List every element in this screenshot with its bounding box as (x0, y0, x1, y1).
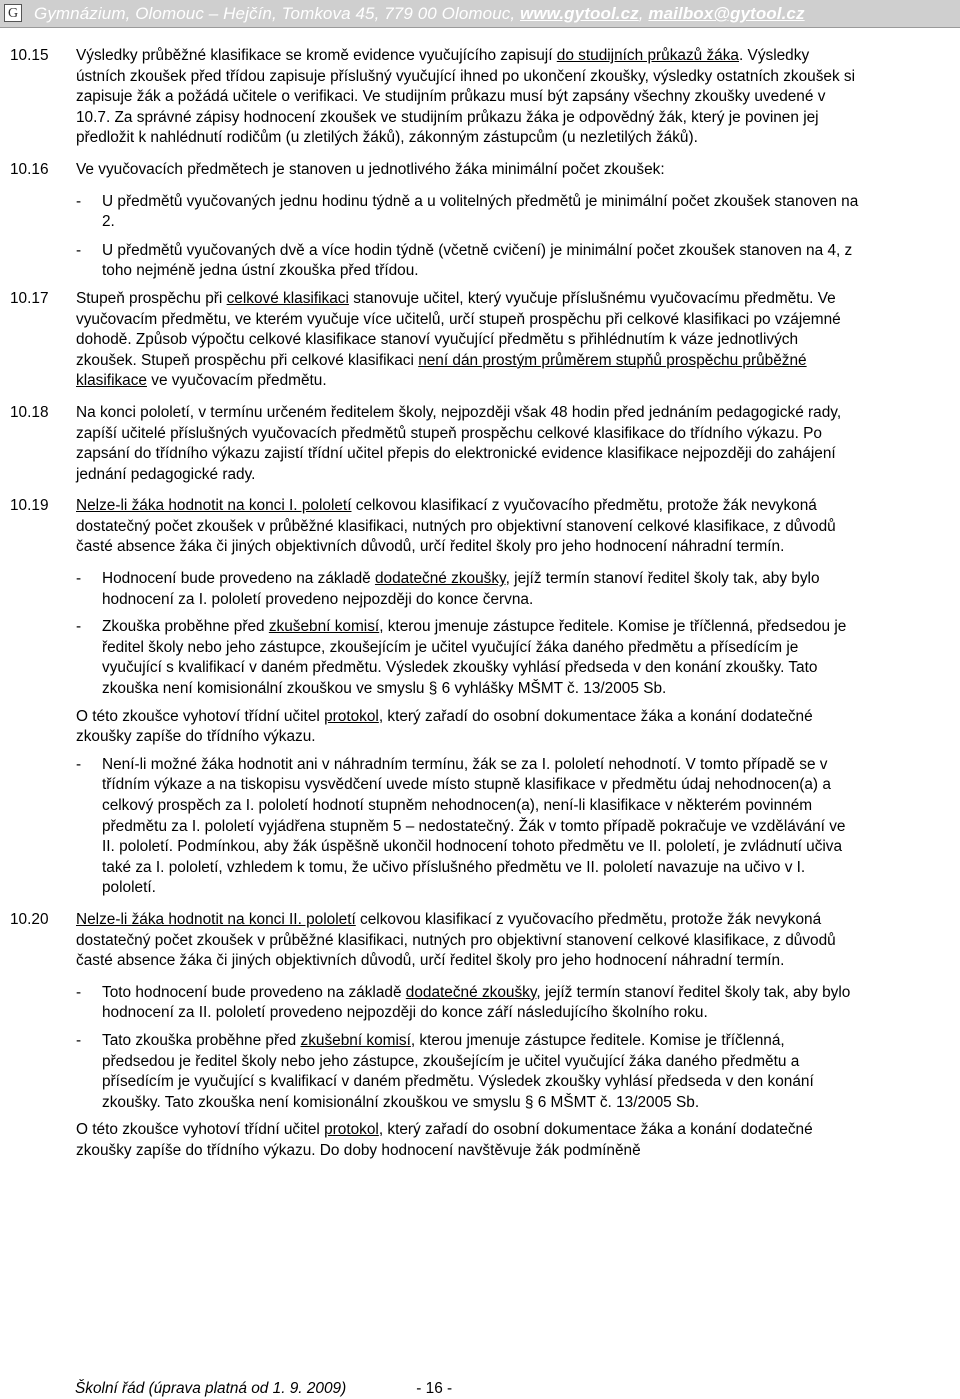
bullet-list (76, 192, 860, 282)
section-text: Na konci pololetí, v termínu určeném ředitelem školy, nejpozději však 48 hodin před jednáním pedagogické rady, zapíší učitelé příslušných vyučovacích předmětů stupeň prospěchu celkové klasifikace do třídního výkazu. Po zapsání do třídního výkazu zajistí třídní učitel přepis do elektronické evidence klasifikace nejpozději do zahájení jednání pedagogické rady. (76, 403, 842, 483)
protocol-paragraph: O této zkoušce vyhotoví třídní učitel protokol, který zařadí do osobní dokumentace žáka a konání dodatečné zkoušky zapíše do třídního výkazu. (76, 707, 813, 746)
section-text (76, 289, 860, 392)
section-10-19 (10, 496, 860, 899)
text-run: stanovuje učitel, který vyučuje příslušnému vyučovacímu předmětu. Ve vyučovacím předmětu, ve kterém vyučuje více učitelů, určí stupeň prospěchu při celkové klasifikaci po vzájemné dohodě. Způsob výpočtu celkové klasifikace stanoví vyučující předmětu s přihlédnutím k váze jednotlivých zkoušek. Stupeň prospěchu při celkové klasifikaci (76, 289, 841, 369)
bullet-list (76, 983, 860, 1114)
protocol-paragraph: O této zkoušce vyhotoví třídní učitel protokol, který zařadí do osobní dokumentace žáka a konání dodatečné zkoušky zapíše do třídního výkazu. Do doby hodnocení navštěvuje žák podmíněně (76, 1121, 813, 1159)
email-link[interactable]: mailbox@gytool.cz (648, 4, 805, 23)
underlined-link[interactable]: do studijních průkazů žáka (556, 47, 739, 64)
school-address: Gymnázium, Olomouc – Hejčín, Tomkova 45, 779 00 Olomouc, (34, 4, 516, 23)
header-separator: , (638, 4, 644, 23)
section-number: 10.15 (10, 47, 49, 64)
list-item: - Hodnocení bude provedeno na základě dodatečné zkoušky, jejíž termín stanoví ředitel školy tak, aby bylo hodnocení za I. pololetí provedeno nejpozději do konce června. (76, 569, 860, 610)
section-number: 10.17 (10, 289, 49, 307)
section-number: 10.19 (10, 497, 49, 515)
section-text (76, 910, 860, 972)
footer-title: Školní řád (úprava platná od 1. 9. 2009) (75, 1380, 347, 1397)
website-link[interactable]: www.gytool.cz (520, 4, 639, 23)
list-item: - Toto hodnocení bude provedeno na základě dodatečné zkoušky, jejíž termín stanoví ředitel školy tak, aby bylo hodnocení za II. pololetí provedeno nejpozději do konce září následujícího školního roku. (76, 983, 860, 1024)
bullet-list (76, 755, 860, 899)
underlined-link[interactable]: protokol (324, 707, 379, 725)
section-text (76, 496, 860, 558)
section-10-15 (10, 46, 860, 149)
section-10-17 (10, 289, 860, 392)
underlined-link[interactable]: dodatečné zkoušky (405, 983, 537, 1001)
list-item: - U předmětů vyučovaných jednu hodinu týdně a u volitelných předmětů je minimální počet zkoušek stanoven na 2. (76, 192, 860, 233)
list-item: - Zkouška proběhne před zkušební komisí, kterou jmenuje zástupce ředitele. Komise je tříčlenná, předsedou je ředitel školy nebo jeho zástupce, zkoušejícím je učitel vyučující žáka daného předmětu a přísedícím je vyučující s kvalifikací v daném předmětu. Výsledek zkoušky vyhlásí předseda v den konání zkoušky. Tato zkouška není komisionální zkouškou ve smyslu § 6 vyhlášky MŠMT č. 13/2005 Sb. (76, 617, 860, 699)
underlined-link[interactable]: Nelze-li žáka hodnotit na konci II. pololetí (76, 910, 356, 928)
section-10-18 (10, 403, 860, 485)
list-item: - U předmětů vyučovaných dvě a více hodin týdně (včetně cvičení) je minimální počet zkoušek stanoven na 4, z toho nejméně jedna ústní zkouška před třídou. (76, 241, 860, 282)
page-number: - 16 - (416, 1380, 453, 1397)
underlined-link[interactable]: zkušební komisí (300, 1031, 411, 1049)
text-run: Výsledky průběžné klasifikace se kromě evidence vyučujícího zapisují (76, 47, 557, 64)
section-10-20 (10, 910, 860, 1162)
page-footer (75, 1380, 452, 1398)
section-number: 10.16 (10, 160, 49, 178)
underlined-link[interactable]: protokol (324, 1121, 379, 1139)
section-number: 10.20 (10, 910, 49, 928)
underlined-link[interactable]: není dán prostým průměrem stupňů prospěchu průběžné klasifikace (76, 351, 807, 390)
text-run: . Výsledky ústních zkoušek před třídou zapisuje příslušný vyučující ihned po ukončení zkoušky, výsledky ostatních zkoušek si zapisuje žák a požádá učitele o verifikaci. Ve studijním průkazu musí být zapsány všechny zkoušky uvedené v 10.7. Za správné zápisy hodnocení zkoušek ve studijním průkazu žáka je odpovědný žák, který je povinen jej předložit k nahlédnutí rodičům (u zletilých žáků), zákonným zástupcům (u nezletilých žáků). (76, 47, 856, 147)
header-text (34, 4, 805, 24)
underlined-link[interactable]: Nelze-li žáka hodnotit na konci I. pololetí (76, 497, 352, 515)
document-body (10, 46, 860, 1162)
text-run: celkovou klasifikací z vyučovacího předmětu, protože žák nevykoná dostatečný počet zkoušek v průběžné klasifikaci, nutných pro objektivní stanovení celkové klasifikace, z důvodů časté absence žáka či jiných objektivních důvodů, určí ředitel školy pro jeho hodnocení náhradní termín. (76, 497, 836, 556)
page-header (0, 0, 960, 28)
section-text (76, 46, 860, 149)
school-logo-icon: G (4, 4, 22, 22)
section-10-16 (10, 160, 860, 282)
text-run: celkovou klasifikací z vyučovacího předmětu, protože žák nevykoná dostatečný počet zkoušek v průběžné klasifikaci, nutných pro objektivní stanovení celkové klasifikace, z důvodů časté absence žáka či jiných objektivních důvodů, určí ředitel školy pro jeho hodnocení náhradní termín. (76, 910, 836, 970)
section-number: 10.18 (10, 403, 49, 421)
text-run: ve vyučovacím předmětu. (147, 372, 327, 390)
section-text: Ve vyučovacích předmětech je stanoven u jednotlivého žáka minimální počet zkoušek: (76, 160, 665, 178)
underlined-link[interactable]: zkušební komisí (268, 618, 380, 636)
list-item: - Tato zkouška proběhne před zkušební komisí, kterou jmenuje zástupce ředitele. Komise je tříčlenná, předsedou je ředitel školy nebo jeho zástupce, zkoušejícím je učitel vyučující žáka daného předmětu a přísedícím je vyučující s kvalifikací v daném předmětu. Výsledek zkoušky vyhlásí předseda v den konání zkoušky. Tato zkouška není komisionální zkouškou ve smyslu § 6 MŠMT č. 13/2005 Sb. (76, 1031, 860, 1113)
underlined-link[interactable]: dodatečné zkoušky (374, 570, 506, 588)
underlined-link[interactable]: celkové klasifikaci (226, 289, 349, 307)
text-run: Stupeň prospěchu při (76, 289, 227, 307)
bullet-list (76, 569, 860, 700)
list-item: - Není-li možné žáka hodnotit ani v náhradním termínu, žák se za I. pololetí nehodnotí. V tomto případě se v třídním výkaze a na tiskopisu vysvědčení uvede místo stupně klasifikace v předmětu údaj nehodnocen(a) a celkový prospěch za I. pololetí hodnotí stupněm nehodnocen(a), není-li klasifikace v některém povinném předmětu za I. pololetí vyjádřena stupněm 5 – nedostatečný. Žák v tomto případě pokračuje ve vzdělávání ve II. pololetí. Podmínkou, aby žák úspěšně ukončil hodnocení tohoto předmětu ve II. pololetí, je zvládnutí učiva také za I. pololetí, vzhledem k tomu, že učivo příslušného předmětu ve II. pololetí navazuje na učivo v I. pololetí. (76, 755, 860, 899)
